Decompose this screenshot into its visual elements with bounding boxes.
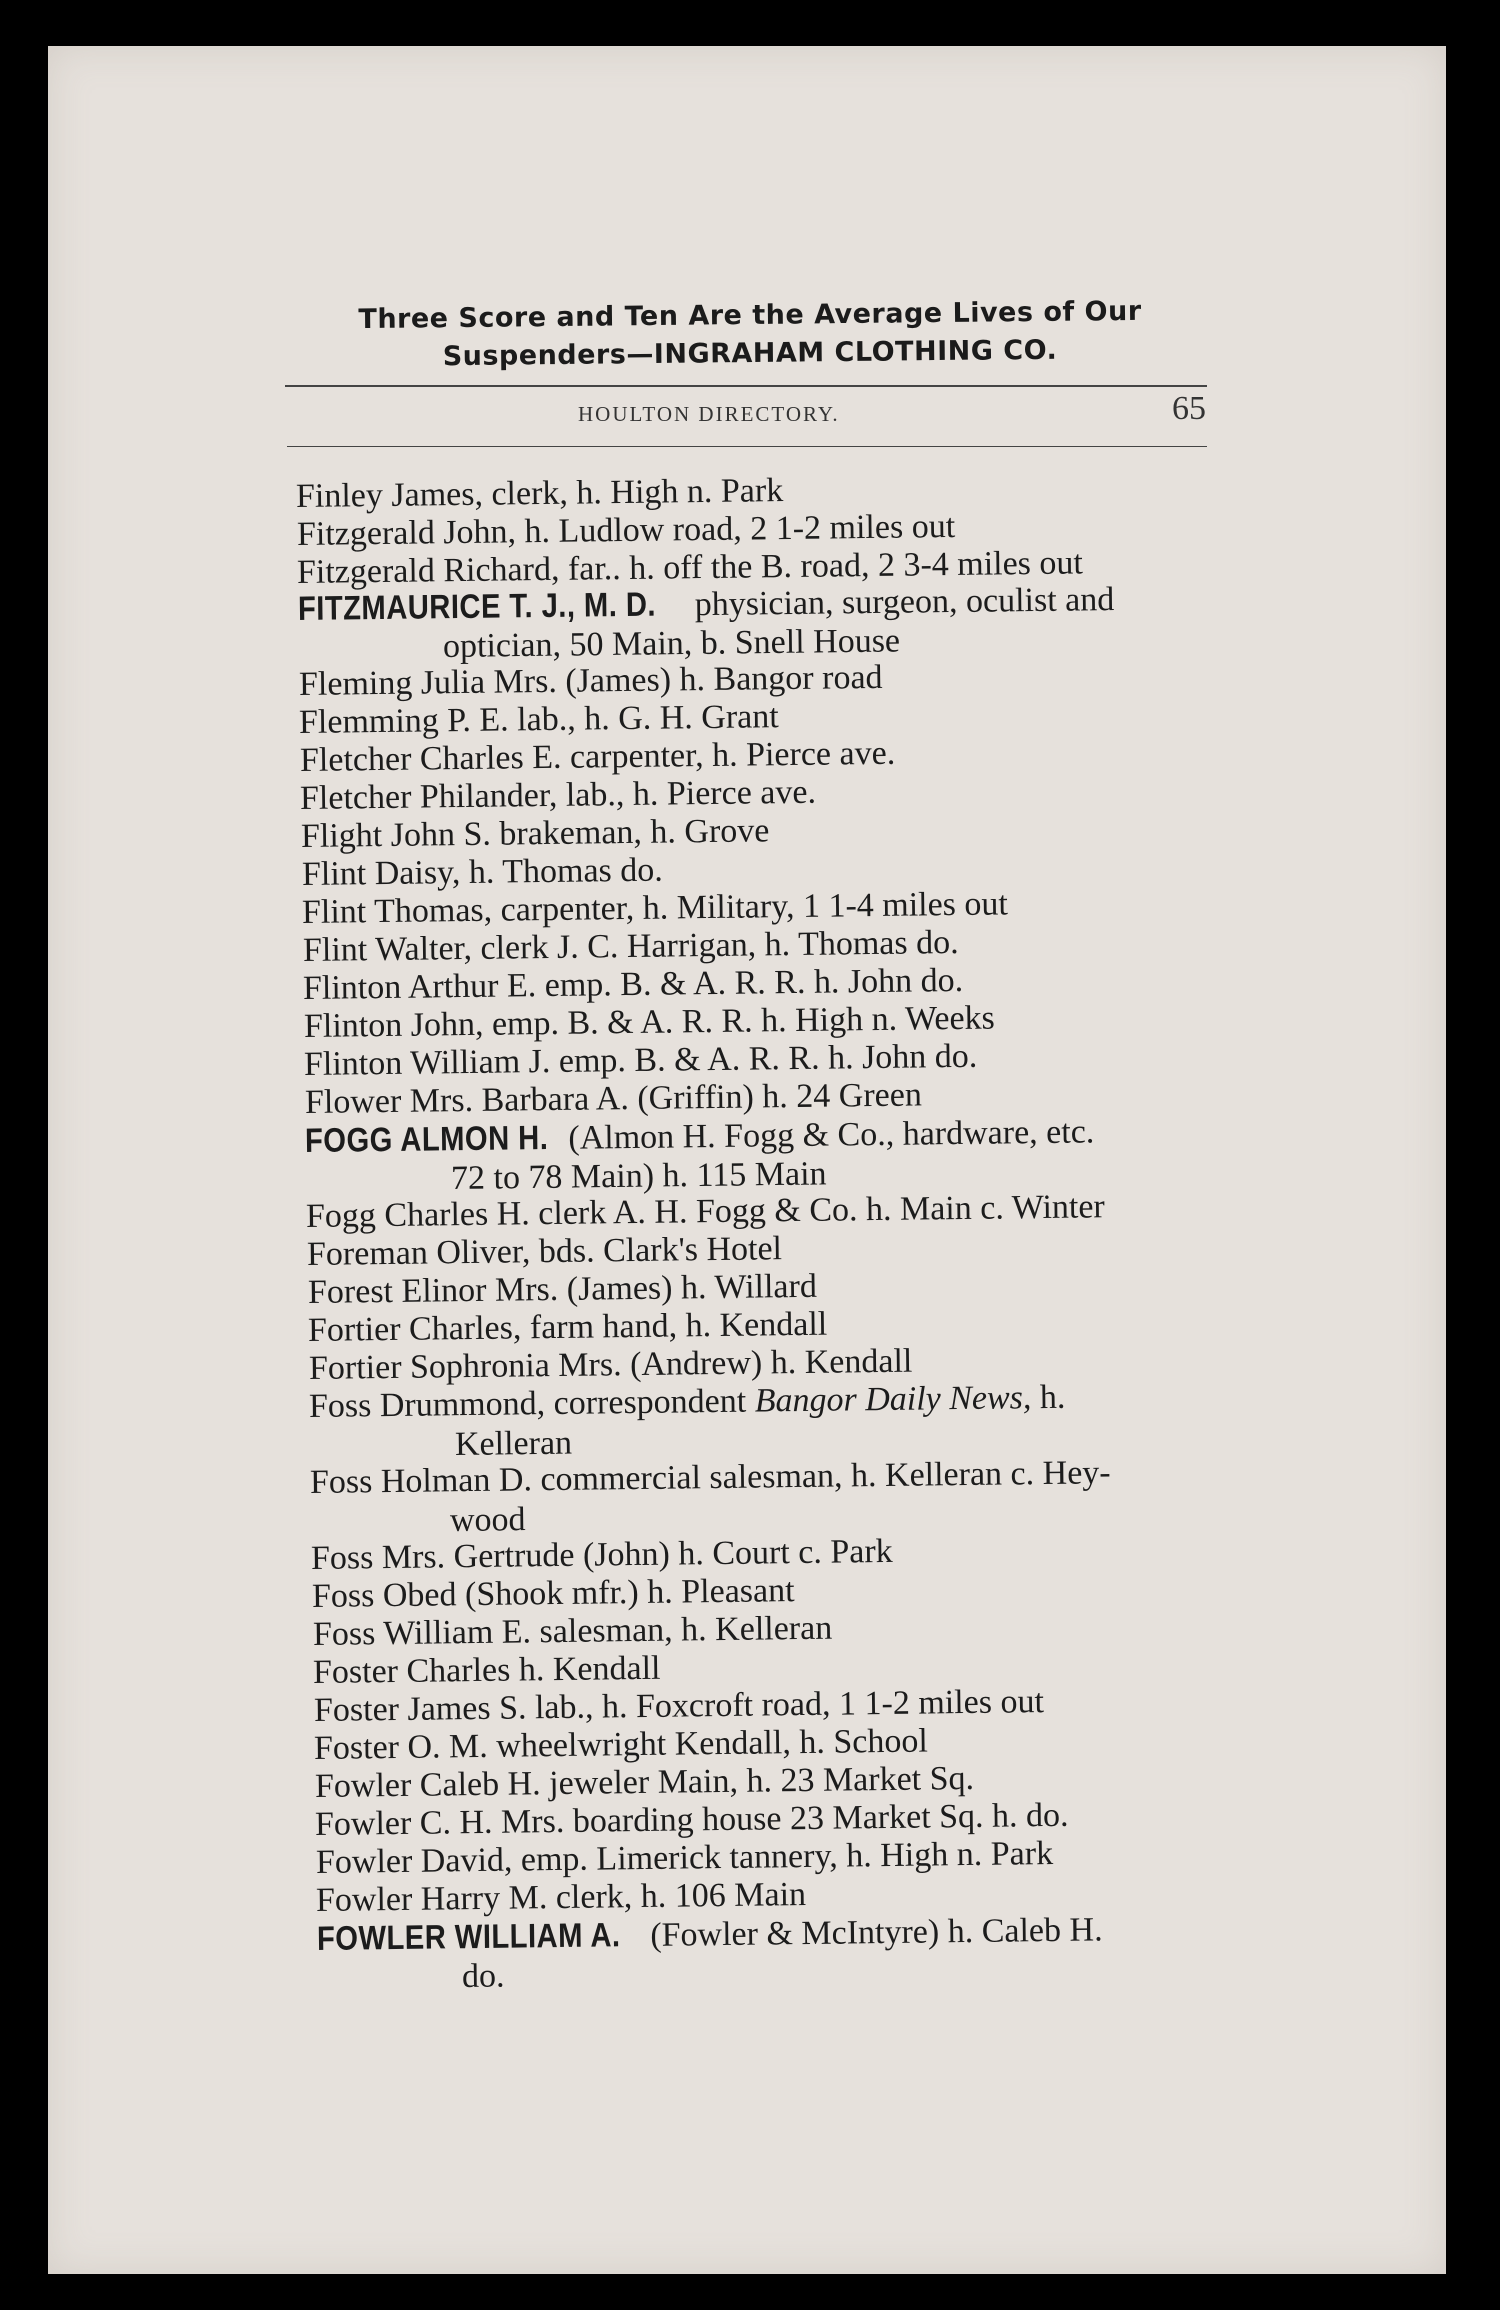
- entry-text: Flower Mrs. Barbara A. (Griffin) h. 24 Green: [304, 1076, 923, 1121]
- entry-text: Foss Mrs. Gertrude (John) h. Court c. Park: [310, 1532, 893, 1577]
- directory-entry: [301, 812, 770, 856]
- entry-text: Fowler C. H. Mrs. boarding house 23 Market Sq. h. do.: [314, 1796, 1069, 1843]
- entry-text: Foss Holman D. commercial salesman, h. Kelleran c. Hey-: [309, 1454, 1111, 1501]
- entry-text: Fitzgerald Richard, far.. h. off the B. road, 2 3-4 miles out: [296, 544, 1084, 591]
- entry-text: Foster O. M. wheelwright Kendall, h. School: [313, 1722, 928, 1767]
- directory-entry: [299, 698, 779, 742]
- entry-italic: Bangor Daily News,: [754, 1379, 1032, 1420]
- advertisement-line-1: Three Score and Ten Are the Average Lives of Our: [358, 295, 1142, 336]
- entry-text: wood: [449, 1501, 526, 1539]
- entry-text: Foster James S. lab., h. Foxcroft road, 1 1-2 miles out: [313, 1683, 1045, 1729]
- entry-text: Fortier Charles, farm hand, h. Kendall: [307, 1305, 828, 1349]
- entry-text: Foss Obed (Shook mfr.) h. Pleasant: [311, 1572, 795, 1615]
- entry-text: Foss William E. salesman, h. Kelleran: [312, 1609, 833, 1653]
- directory-entry: [312, 1572, 795, 1616]
- entry-text: Foreman Oliver, bds. Clark's Hotel: [306, 1230, 783, 1273]
- running-head: HOULTON DIRECTORY.: [578, 402, 840, 426]
- entry-text: Flinton Arthur E. emp. B. & A. R. R. h. John do.: [302, 961, 964, 1007]
- entry-text: Fitzgerald John, h. Ludlow road, 2 1-2 miles out: [296, 507, 956, 553]
- entry-text: Flinton William J. emp. B. & A. R. R. h. John do.: [303, 1037, 978, 1083]
- entry-text-after: h.: [1031, 1378, 1066, 1417]
- entry-name-bold: FOWLER WILLIAM A.: [316, 1916, 621, 1958]
- directory-entry: [307, 1230, 782, 1274]
- directory-entry: [316, 1876, 806, 1920]
- entry-name-bold: FOGG ALMON H.: [304, 1119, 549, 1160]
- directory-entry: [311, 1533, 893, 1578]
- directory-entry: [450, 1501, 526, 1540]
- entry-text: Flint Walter, clerk J. C. Harrigan, h. Thomas do.: [302, 923, 959, 969]
- entry-text: Fowler David, emp. Limerick tannery, h. High n. Park: [315, 1834, 1054, 1881]
- entry-text: physician, surgeon, oculist and: [685, 581, 1115, 624]
- entry-text: Fowler Caleb H. jeweler Main, h. 23 Market Sq.: [314, 1759, 975, 1805]
- directory-entry: [462, 1957, 505, 1996]
- entry-text: Fowler Harry M. clerk, h. 106 Main: [315, 1876, 807, 1919]
- directory-entry: [316, 1835, 1054, 1882]
- entry-text: Fogg Charles H. clerk A. H. Fogg & Co. h. Main c. Winter: [305, 1188, 1105, 1235]
- entry-text: Finley James, clerk, h. High n. Park: [295, 472, 784, 515]
- advertisement-line-2: Suspenders—INGRAHAM CLOTHING CO.: [442, 334, 1058, 373]
- entry-text: Flight John S. brakeman, h. Grove: [300, 812, 770, 855]
- directory-entry: [296, 472, 784, 516]
- entry-text: Kelleran: [454, 1424, 573, 1463]
- entry-text: do.: [461, 1957, 505, 1995]
- entry-text: Flinton John, emp. B. & A. R. R. h. High n. Weeks: [303, 999, 996, 1045]
- directory-entry: [310, 1454, 1111, 1502]
- entry-text: (Almon H. Fogg & Co., hardware, etc.: [559, 1113, 1095, 1157]
- entry-text: 72 to 78 Main) h. 115 Main: [450, 1155, 827, 1197]
- directory-entry: [302, 852, 663, 894]
- entry-text: Flemming P. E. lab., h. G. H. Grant: [298, 698, 779, 741]
- directory-entry: [317, 1910, 1103, 1959]
- entry-text: Fortier Sophronia Mrs. (Andrew) h. Kendall: [308, 1342, 913, 1387]
- entry-text: Fletcher Philander, lab., h. Pierce ave.: [299, 773, 817, 817]
- entry-text: Flint Daisy, h. Thomas do.: [301, 851, 663, 893]
- entry-name-bold: FITZMAURICE T. J., M. D.: [297, 585, 657, 628]
- directory-entry: [313, 1650, 661, 1692]
- entry-text: Fletcher Charles E. carpenter, h. Pierce ave.: [299, 734, 896, 779]
- entry-text: optician, 50 Main, b. Snell House: [442, 622, 901, 665]
- entry-text: (Fowler & McIntyre) h. Caleb H.: [641, 1911, 1103, 1955]
- entry-text: Foss Drummond, correspondent: [308, 1382, 755, 1425]
- entry-text: Fleming Julia Mrs. (James) h. Bangor road: [298, 658, 883, 703]
- directory-entry: [313, 1610, 833, 1654]
- directory-entry: [309, 1379, 1066, 1426]
- entry-text: Foster Charles h. Kendall: [312, 1649, 661, 1691]
- directory-entry: [308, 1268, 817, 1312]
- directory-entry: [308, 1306, 828, 1350]
- page-number: 65: [1172, 390, 1206, 427]
- entry-text: Forest Elinor Mrs. (James) h. Willard: [307, 1267, 818, 1311]
- directory-entry: [299, 659, 883, 704]
- directory-entry: [455, 1425, 573, 1464]
- directory-entry: [306, 1188, 1105, 1236]
- directory-entry: [314, 1683, 1044, 1730]
- directory-entry: [300, 774, 816, 818]
- entry-text: Flint Thomas, carpenter, h. Military, 1 1-4 miles out: [301, 885, 1009, 931]
- directory-entry: [305, 1112, 1095, 1161]
